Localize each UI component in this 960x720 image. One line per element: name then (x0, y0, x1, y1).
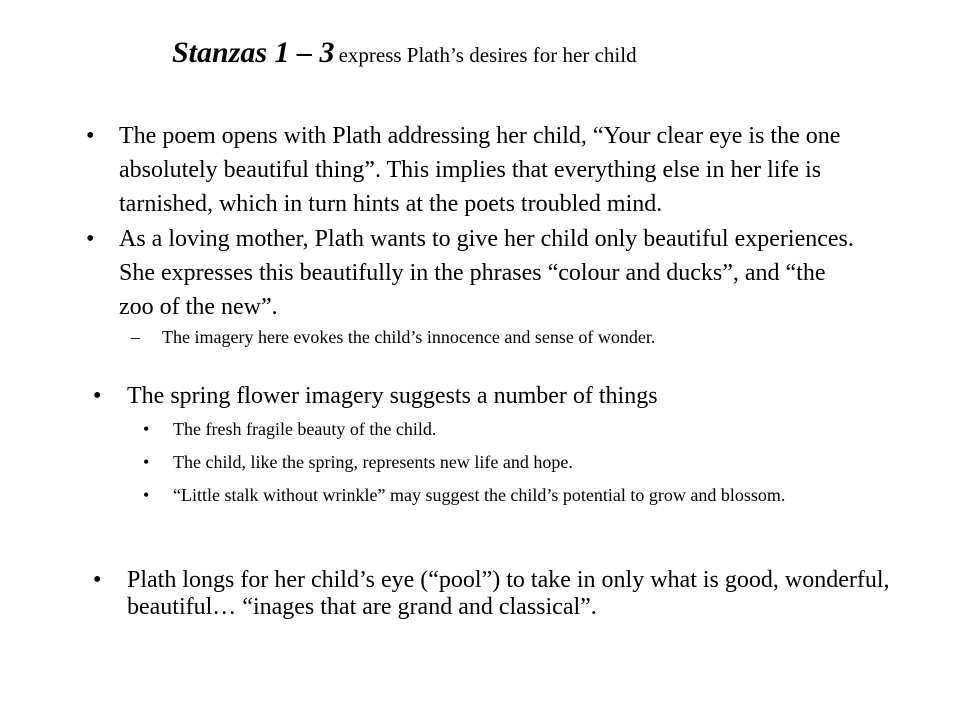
sub-item-text: The child, like the spring, represents new life and hope. (173, 452, 573, 472)
bullet-icon: • (143, 452, 150, 472)
bullet-text: The poem opens with Plath addressing her child, “Your clear eye is the one absolutely beautiful thing”. This implies that everything else in her life is tarnished, which in turn hints at the poets troubled mind. (119, 123, 841, 217)
title-subtitle: express Plath’s desires for her child (338, 43, 637, 67)
bullet-icon: • (93, 567, 102, 593)
bullet-icon: • (86, 226, 95, 252)
bullet-item-pool (93, 567, 893, 621)
dash-item-imagery (131, 325, 655, 349)
sub-item-text: “Little stalk without wrinkle” may suggest the child’s potential to grow and blossom. (173, 485, 786, 505)
bullet-item-opening (86, 119, 859, 221)
bullet-item-loving-mother (86, 222, 859, 324)
dash-icon: – (131, 327, 140, 347)
slide-title (172, 38, 637, 68)
bullet-icon: • (143, 485, 150, 505)
sub-item-text: The fresh fragile beauty of the child. (173, 419, 437, 439)
sub-list-item (143, 418, 883, 441)
bullet-icon: • (143, 419, 150, 439)
bullet-icon: • (86, 123, 95, 149)
bullet-text: As a loving mother, Plath wants to give her child only beautiful experiences. She expresses this beautifully in the phrases “colour and ducks”, and “the zoo of the new”. (119, 226, 854, 320)
bullet-text: Plath longs for her child’s eye (“pool”) to take in only what is good, wonderful, beautiful… “inages that are grand and classical”. (127, 567, 890, 620)
bullet-item-spring-imagery (93, 381, 658, 411)
sub-list-item (143, 484, 883, 507)
spring-sub-list (143, 418, 883, 517)
bullet-text: The spring flower imagery suggests a number of things (127, 383, 658, 409)
dash-item-text: The imagery here evokes the child’s innocence and sense of wonder. (162, 327, 656, 347)
bullet-icon: • (93, 383, 102, 409)
title-main: Stanzas 1 – 3 (172, 36, 335, 69)
sub-list-item (143, 451, 883, 474)
